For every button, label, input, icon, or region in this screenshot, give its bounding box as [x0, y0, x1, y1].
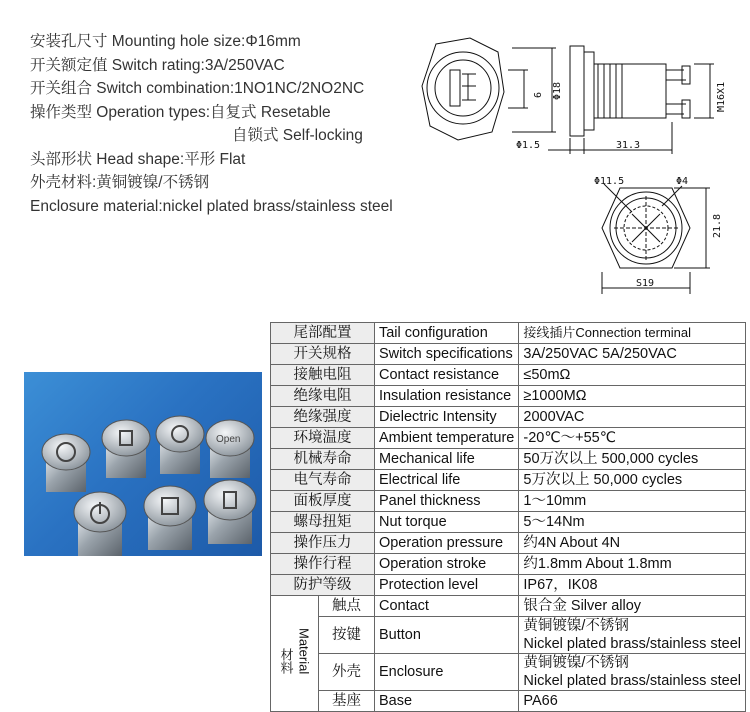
row-val: 5万次以上 50,000 cycles — [519, 470, 746, 491]
row-val: ≥1000MΩ — [519, 386, 746, 407]
material-cn: 基座 — [319, 691, 375, 712]
material-val-cn: 黄铜镀镍/不锈钢 — [523, 618, 629, 634]
dim-phi1-5: Φ1.5 — [516, 140, 541, 151]
material-label-en: Material — [296, 627, 312, 675]
row-cn: 操作压力 — [271, 533, 375, 554]
row-en: Contact resistance — [374, 365, 518, 386]
table-row — [271, 470, 746, 491]
spec-enclosure-en: Enclosure material:nickel plated brass/stainless steel — [30, 197, 393, 215]
table-row — [271, 323, 746, 344]
dim-m16x1: M16X1 — [716, 81, 727, 112]
material-row — [271, 596, 746, 617]
row-val: 50万次以上 500,000 cycles — [519, 449, 746, 470]
row-val: ≤50mΩ — [519, 365, 746, 386]
row-cn: 防护等级 — [271, 575, 375, 596]
row-cn: 面板厚度 — [271, 491, 375, 512]
row-val: 接线插片Connection terminal — [519, 323, 746, 344]
row-cn: 螺母扭矩 — [271, 512, 375, 533]
table-row — [271, 512, 746, 533]
material-en: Contact — [374, 596, 518, 617]
material-en: Enclosure — [374, 654, 518, 691]
material-val-en: Nickel plated brass/stainless steel — [523, 673, 741, 689]
switch-group — [42, 416, 256, 556]
row-val: IP67，IK08 — [519, 575, 746, 596]
material-val-cn: 黄铜镀镍/不锈钢 — [523, 655, 629, 671]
dim-9: 9 — [531, 92, 542, 99]
spec-operation-types-2: 自锁式 Self-locking — [232, 127, 363, 144]
row-val: -20℃～+55℃ — [519, 428, 746, 449]
material-val-en: Nickel plated brass/stainless steel — [523, 636, 741, 652]
spec-head-shape: 头部形状 Head shape:平形 Flat — [30, 150, 246, 168]
product-photo-image — [24, 372, 262, 556]
material-row — [271, 691, 746, 712]
table-row — [271, 344, 746, 365]
table-row — [271, 449, 746, 470]
row-cn: 接触电阻 — [271, 365, 375, 386]
material-val: 银合金 Silver alloy — [519, 596, 746, 617]
dim-phi4: Φ4 — [676, 176, 689, 187]
spec-list — [30, 30, 420, 218]
row-cn: 环境温度 — [271, 428, 375, 449]
row-val: 5～14Nm — [519, 512, 746, 533]
front-view-drawing — [588, 176, 728, 300]
row-val: 约4N About 4N — [519, 533, 746, 554]
material-val: PA66 — [519, 691, 746, 712]
side-view-drawing — [408, 30, 728, 160]
row-cn: 电气寿命 — [271, 470, 375, 491]
row-en: Mechanical life — [374, 449, 518, 470]
dim-phi18: Φ18 — [552, 81, 563, 100]
row-cn: 绝缘电阻 — [271, 386, 375, 407]
table-row — [271, 428, 746, 449]
table-row — [271, 575, 746, 596]
spec-table — [270, 322, 746, 712]
row-en: Protection level — [374, 575, 518, 596]
row-val: 约1.8mm About 1.8mm — [519, 554, 746, 575]
spec-switch-rating: 开关额定值 Switch rating:3A/250VAC — [30, 56, 285, 74]
dim-31-3: 31.3 — [616, 140, 641, 151]
material-row — [271, 654, 746, 691]
row-en: Switch specifications — [374, 344, 518, 365]
material-cn: 外壳 — [319, 654, 375, 691]
dim-s19: S19 — [636, 278, 655, 289]
dim-21-8: 21.8 — [712, 213, 723, 238]
material-val — [519, 617, 746, 654]
material-cn: 触点 — [319, 596, 375, 617]
row-en: Nut torque — [374, 512, 518, 533]
product-photo — [24, 372, 262, 556]
row-cn: 绝缘强度 — [271, 407, 375, 428]
spec-enclosure-cn: 外壳材料:黄铜镀镍/不锈钢 — [30, 174, 210, 191]
row-en: Panel thickness — [374, 491, 518, 512]
row-en: Tail configuration — [374, 323, 518, 344]
table-row — [271, 386, 746, 407]
spec-operation-types: 操作类型 Operation types:自复式 Resetable — [30, 103, 331, 121]
row-en: Dielectric Intensity — [374, 407, 518, 428]
material-cn: 按键 — [319, 617, 375, 654]
material-en: Button — [374, 617, 518, 654]
table-row — [271, 554, 746, 575]
spec-mounting-hole: 安装孔尺寸 Mounting hole size:Φ16mm — [30, 33, 301, 50]
spec-switch-combination: 开关组合 Switch combination:1NO1NC/2NO2NC — [30, 80, 365, 97]
row-en: Electrical life — [374, 470, 518, 491]
row-val: 3A/250VAC 5A/250VAC — [519, 344, 746, 365]
table-row — [271, 491, 746, 512]
open-text: Open — [216, 434, 241, 445]
table-row — [271, 407, 746, 428]
material-label-cn: 材料 — [278, 648, 294, 675]
row-cn: 机械寿命 — [271, 449, 375, 470]
row-en: Ambient temperature — [374, 428, 518, 449]
row-cn: 操作行程 — [271, 554, 375, 575]
dim-phi11-5: Φ11.5 — [594, 176, 625, 187]
material-row — [271, 617, 746, 654]
table-row — [271, 365, 746, 386]
material-en: Base — [374, 691, 518, 712]
table-row — [271, 533, 746, 554]
material-val — [519, 654, 746, 691]
row-cn: 尾部配置 — [271, 323, 375, 344]
material-label — [271, 596, 319, 712]
row-en: Operation stroke — [374, 554, 518, 575]
row-val: 2000VAC — [519, 407, 746, 428]
row-cn: 开关规格 — [271, 344, 375, 365]
row-val: 1～10mm — [519, 491, 746, 512]
row-en: Insulation resistance — [374, 386, 518, 407]
row-en: Operation pressure — [374, 533, 518, 554]
